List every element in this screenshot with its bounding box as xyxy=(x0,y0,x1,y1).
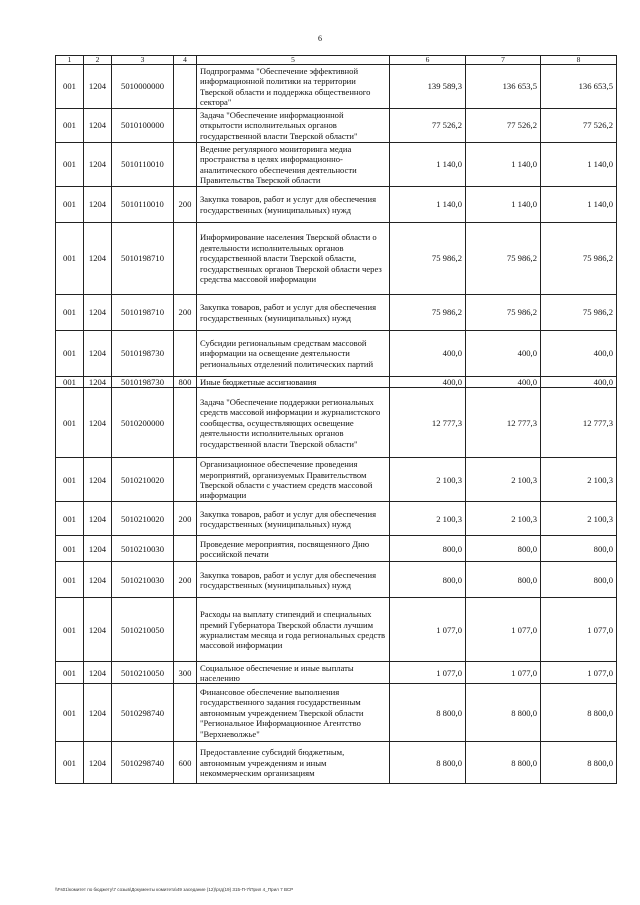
amount-col7: 1 077,0 xyxy=(466,598,541,662)
section-code: 1204 xyxy=(84,502,112,536)
amount-col6: 400,0 xyxy=(390,331,466,377)
amount-col7: 75 986,2 xyxy=(466,223,541,295)
item-name: Задача "Обеспечение поддержки региональных средств массовой информации и журналистского сообщества, осуществляющих освещение деятельности исполнительных органов государственной власти Тверской области" xyxy=(197,388,390,458)
table-row xyxy=(56,502,617,536)
amount-col7: 2 100,3 xyxy=(466,458,541,502)
amount-col8: 400,0 xyxy=(541,331,617,377)
amount-col7: 1 140,0 xyxy=(466,187,541,223)
expense-type-code xyxy=(174,331,197,377)
section-code: 1204 xyxy=(84,458,112,502)
section-code: 1204 xyxy=(84,377,112,388)
ministry-code: 001 xyxy=(56,562,84,598)
target-article-code: 5010210050 xyxy=(112,662,174,684)
table-row xyxy=(56,65,617,109)
amount-col8: 75 986,2 xyxy=(541,223,617,295)
table-row xyxy=(56,742,617,784)
amount-col6: 2 100,3 xyxy=(390,502,466,536)
section-code: 1204 xyxy=(84,536,112,562)
table-row xyxy=(56,562,617,598)
item-name: Организационное обеспечение проведения мероприятий, организуемых Правительством Тверской области с участием средств массовой информации xyxy=(197,458,390,502)
section-code: 1204 xyxy=(84,187,112,223)
target-article-code: 5010210030 xyxy=(112,562,174,598)
amount-col6: 1 140,0 xyxy=(390,143,466,187)
ministry-code: 001 xyxy=(56,331,84,377)
amount-col6: 77 526,2 xyxy=(390,109,466,143)
expense-type-code: 300 xyxy=(174,662,197,684)
item-name: Субсидии региональным средствам массовой информации на освещение деятельности региональных отделений политических партий xyxy=(197,331,390,377)
table-row xyxy=(56,388,617,458)
budget-table xyxy=(55,55,617,784)
ministry-code: 001 xyxy=(56,502,84,536)
item-name: Закупка товаров, работ и услуг для обеспечения государственных (муниципальных) нужд xyxy=(197,502,390,536)
column-number: 8 xyxy=(541,56,617,65)
table-row xyxy=(56,187,617,223)
ministry-code: 001 xyxy=(56,109,84,143)
amount-col6: 139 589,3 xyxy=(390,65,466,109)
amount-col8: 12 777,3 xyxy=(541,388,617,458)
target-article-code: 5010198710 xyxy=(112,223,174,295)
table-row xyxy=(56,143,617,187)
amount-col8: 8 800,0 xyxy=(541,742,617,784)
amount-col6: 400,0 xyxy=(390,377,466,388)
target-article-code: 5010000000 xyxy=(112,65,174,109)
item-name: Финансовое обеспечение выполнения государственного задания государственным автономным учреждением Тверской области "Региональное Информационное Агентство "Верхневолжье" xyxy=(197,684,390,742)
target-article-code: 5010210030 xyxy=(112,536,174,562)
amount-col6: 12 777,3 xyxy=(390,388,466,458)
amount-col8: 2 100,3 xyxy=(541,458,617,502)
ministry-code: 001 xyxy=(56,458,84,502)
target-article-code: 5010298740 xyxy=(112,742,174,784)
amount-col7: 400,0 xyxy=(466,331,541,377)
ministry-code: 001 xyxy=(56,536,84,562)
table-row xyxy=(56,536,617,562)
column-number: 1 xyxy=(56,56,84,65)
table-row xyxy=(56,662,617,684)
section-code: 1204 xyxy=(84,562,112,598)
amount-col7: 136 653,5 xyxy=(466,65,541,109)
amount-col8: 2 100,3 xyxy=(541,502,617,536)
expense-type-code: 800 xyxy=(174,377,197,388)
ministry-code: 001 xyxy=(56,598,84,662)
target-article-code: 5010210020 xyxy=(112,502,174,536)
amount-col6: 75 986,2 xyxy=(390,223,466,295)
expense-type-code: 200 xyxy=(174,295,197,331)
amount-col6: 1 077,0 xyxy=(390,662,466,684)
section-code: 1204 xyxy=(84,65,112,109)
column-number: 7 xyxy=(466,56,541,65)
item-name: Проведение мероприятия, посвященного Дню российской печати xyxy=(197,536,390,562)
table-row xyxy=(56,684,617,742)
column-number: 2 xyxy=(84,56,112,65)
item-name: Информирование населения Тверской области о деятельности исполнительных органов государственной власти Тверской области, государственных органов Тверской области через средства массовой информации xyxy=(197,223,390,295)
item-name: Иные бюджетные ассигнования xyxy=(197,377,390,388)
table-row xyxy=(56,377,617,388)
item-name: Закупка товаров, работ и услуг для обеспечения государственных (муниципальных) нужд xyxy=(197,187,390,223)
section-code: 1204 xyxy=(84,388,112,458)
column-number: 6 xyxy=(390,56,466,65)
table-row xyxy=(56,295,617,331)
ministry-code: 001 xyxy=(56,377,84,388)
table-row xyxy=(56,331,617,377)
target-article-code: 5010210020 xyxy=(112,458,174,502)
amount-col8: 400,0 xyxy=(541,377,617,388)
amount-col8: 800,0 xyxy=(541,536,617,562)
target-article-code: 5010298740 xyxy=(112,684,174,742)
ministry-code: 001 xyxy=(56,65,84,109)
amount-col8: 136 653,5 xyxy=(541,65,617,109)
amount-col7: 77 526,2 xyxy=(466,109,541,143)
section-code: 1204 xyxy=(84,662,112,684)
amount-col8: 8 800,0 xyxy=(541,684,617,742)
item-name: Ведение регулярного мониторинга медиа пространства в целях информационно-аналитического обеспечения деятельности Правительства Тверской области xyxy=(197,143,390,187)
amount-col6: 800,0 xyxy=(390,562,466,598)
file-path-footer: \\Fs01\комитет по бюджету\7 созыв\Документы комитета\49 заседание (12)\ргд(19) 315-П-7\Прил 4_Прил 7 ВСР xyxy=(55,887,294,892)
item-name: Социальное обеспечение и иные выплаты населению xyxy=(197,662,390,684)
target-article-code: 5010200000 xyxy=(112,388,174,458)
expense-type-code: 200 xyxy=(174,562,197,598)
expense-type-code xyxy=(174,536,197,562)
expense-type-code xyxy=(174,109,197,143)
ministry-code: 001 xyxy=(56,295,84,331)
section-code: 1204 xyxy=(84,143,112,187)
target-article-code: 5010198710 xyxy=(112,295,174,331)
ministry-code: 001 xyxy=(56,662,84,684)
section-code: 1204 xyxy=(84,223,112,295)
amount-col8: 1 077,0 xyxy=(541,662,617,684)
item-name: Расходы на выплату стипендий и специальных премий Губернатора Тверской области лучшим журналистам месяца и года региональных средств массовой информации xyxy=(197,598,390,662)
expense-type-code: 600 xyxy=(174,742,197,784)
item-name: Задача "Обеспечение информационной открытости исполнительных органов государственной власти Тверской области" xyxy=(197,109,390,143)
item-name: Подпрограмма "Обеспечение эффективной информационной политики на территории Тверской области и поддержка общественного сектора" xyxy=(197,65,390,109)
expense-type-code: 200 xyxy=(174,502,197,536)
expense-type-code xyxy=(174,684,197,742)
amount-col6: 75 986,2 xyxy=(390,295,466,331)
ministry-code: 001 xyxy=(56,143,84,187)
amount-col6: 1 077,0 xyxy=(390,598,466,662)
target-article-code: 5010198730 xyxy=(112,331,174,377)
column-number: 3 xyxy=(112,56,174,65)
amount-col6: 800,0 xyxy=(390,536,466,562)
amount-col8: 1 140,0 xyxy=(541,187,617,223)
expense-type-code xyxy=(174,388,197,458)
column-number: 4 xyxy=(174,56,197,65)
expense-type-code: 200 xyxy=(174,187,197,223)
item-name: Закупка товаров, работ и услуг для обеспечения государственных (муниципальных) нужд xyxy=(197,295,390,331)
amount-col7: 800,0 xyxy=(466,562,541,598)
section-code: 1204 xyxy=(84,331,112,377)
amount-col6: 1 140,0 xyxy=(390,187,466,223)
page-number: 6 xyxy=(318,34,322,43)
ministry-code: 001 xyxy=(56,742,84,784)
amount-col7: 75 986,2 xyxy=(466,295,541,331)
target-article-code: 5010110010 xyxy=(112,187,174,223)
amount-col7: 800,0 xyxy=(466,536,541,562)
amount-col7: 12 777,3 xyxy=(466,388,541,458)
column-number: 5 xyxy=(197,56,390,65)
target-article-code: 5010210050 xyxy=(112,598,174,662)
ministry-code: 001 xyxy=(56,223,84,295)
section-code: 1204 xyxy=(84,742,112,784)
amount-col7: 8 800,0 xyxy=(466,684,541,742)
section-code: 1204 xyxy=(84,598,112,662)
table-row xyxy=(56,458,617,502)
amount-col7: 1 140,0 xyxy=(466,143,541,187)
section-code: 1204 xyxy=(84,684,112,742)
expense-type-code xyxy=(174,143,197,187)
amount-col8: 77 526,2 xyxy=(541,109,617,143)
ministry-code: 001 xyxy=(56,187,84,223)
target-article-code: 5010198730 xyxy=(112,377,174,388)
amount-col7: 400,0 xyxy=(466,377,541,388)
item-name: Предоставление субсидий бюджетным, автономным учреждениям и иным некоммерческим организациям xyxy=(197,742,390,784)
item-name: Закупка товаров, работ и услуг для обеспечения государственных (муниципальных) нужд xyxy=(197,562,390,598)
table-row xyxy=(56,598,617,662)
ministry-code: 001 xyxy=(56,388,84,458)
table-row xyxy=(56,109,617,143)
target-article-code: 5010110010 xyxy=(112,143,174,187)
amount-col7: 1 077,0 xyxy=(466,662,541,684)
column-number-row xyxy=(56,56,617,65)
expense-type-code xyxy=(174,65,197,109)
amount-col7: 2 100,3 xyxy=(466,502,541,536)
section-code: 1204 xyxy=(84,109,112,143)
target-article-code: 5010100000 xyxy=(112,109,174,143)
amount-col8: 1 077,0 xyxy=(541,598,617,662)
ministry-code: 001 xyxy=(56,684,84,742)
amount-col8: 75 986,2 xyxy=(541,295,617,331)
amount-col7: 8 800,0 xyxy=(466,742,541,784)
table-row xyxy=(56,223,617,295)
amount-col6: 2 100,3 xyxy=(390,458,466,502)
amount-col8: 800,0 xyxy=(541,562,617,598)
amount-col8: 1 140,0 xyxy=(541,143,617,187)
expense-type-code xyxy=(174,458,197,502)
amount-col6: 8 800,0 xyxy=(390,684,466,742)
amount-col6: 8 800,0 xyxy=(390,742,466,784)
expense-type-code xyxy=(174,598,197,662)
expense-type-code xyxy=(174,223,197,295)
section-code: 1204 xyxy=(84,295,112,331)
